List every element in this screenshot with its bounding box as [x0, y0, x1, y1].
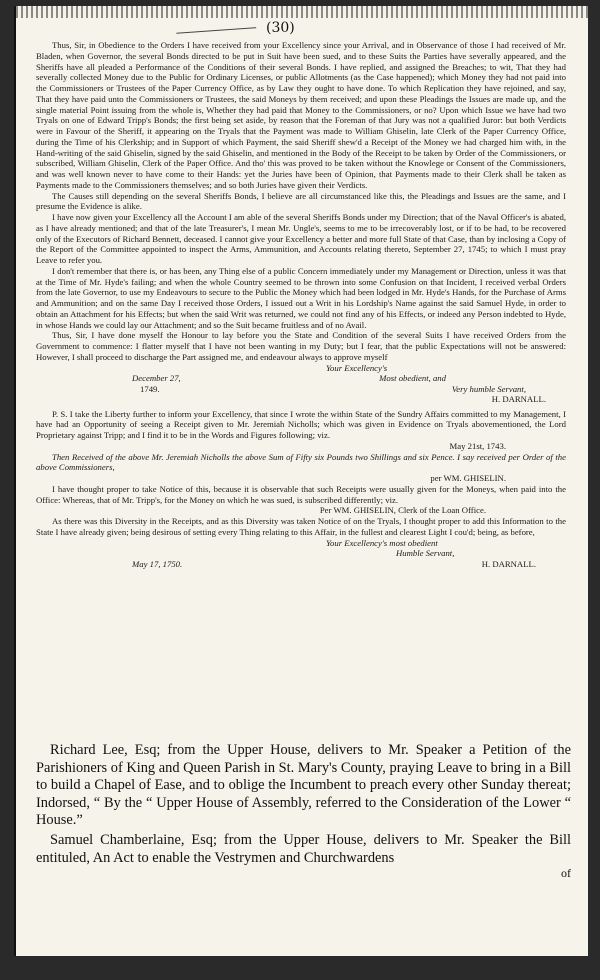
signature: H. DARNALL. [491, 394, 546, 404]
document-page [14, 6, 588, 956]
postscript-paragraph: As there was this Diversity in the Receipts, and as this Diversity was taken Notice of on the Tryals, I thought proper to add this Information to the State I have already given; being desirous of setting every Thing relating to this Affair, in the fullest and clearest Light I cou'd; being, as before, [36, 516, 566, 537]
receipt-signer: per WM. GHISELIN. [430, 473, 506, 483]
paragraph-3: I have now given your Excellency all the Account I am able of the several Sheriffs Bonds under my Direction; that of the Naval Officer's is abated, as I have already mentioned; and that of the late Treasurer's, I mean Mr. Ungle's, seems to me to be irrecoverably lost, or if to be had, to be recovered only of the Executors of Richard Bennett, deceased. I cannot give your Excellency a better and more full State of that Case, than by inclosing a Copy of the Report of the Committee appointed to inspect the Arms, Ammunition, and Accounts relating thereto, September 27, 1745; to which I must pray Leave to refer you. [36, 212, 566, 265]
page-number: ( 30 ) [266, 20, 295, 36]
proceedings-section [36, 742, 571, 879]
closing-date: December 27, [132, 373, 181, 383]
postscript-paragraph: P. S. I take the Liberty further to inform your Excellency, that since I wrote the within State of the Sundry Affairs committed to my Management, I have had an Opportunity of seeing a Receipt given to Mr. Jeremiah Nicholls; which was given in Evidence on Tryals abovementioned, the Lord Proprietary against Tripp; and I find it to be in the Words and Figures following; viz. [36, 408, 566, 440]
letter-body [36, 40, 566, 569]
paragraph-2: The Causes still depending on the several Sheriffs Bonds, I believe are all circumstanced like this, the Pleadings and Issues are the same, and I presume the Evidence is alike. [36, 190, 566, 212]
proceedings-paragraph: Samuel Chamberlaine, Esq; from the Upper House, delivers to Mr. Speaker the Bill entituled, An Act to enable the Vestrymen and Churchwardens [36, 831, 571, 866]
signature: H. DARNALL. [481, 558, 536, 569]
closing-year: 1749. [140, 383, 160, 394]
paragraph-4: I don't remember that there is, or has been, any Thing else of a public Concern immediately under my Management or Direction, unless it was that at the Time of Mr. Hyde's failing; and when the whole Country seemed to be thrown into some Confusion on that Incident, I received verbal Orders from the late Governor, to use my Endeavours to secure to the Public the Money which had been lodged in Mr. Hyde's Hands, for the Purchase of Arms and Ammunition; and on the same Day I received those Orders, I issued out a Writ in his Lordship's Name against the said Samuel Hyde, in order to obtain an Attachment for his Effects; but when the said Writ was returned, we could not find any of his Effects, or indeed any Person indebted to Hyde, in whose Hands we could lay our Attachment; and so the Suit became fruitless and of no Avail. [36, 265, 566, 330]
receipt-text: Then Received of the above Mr. Jeremiah Nicholls the above Sum of Fifty six Pounds two Shillings and six Pence. I say received per Order of the above Commissioners, [36, 451, 566, 473]
closing-date: May 17, 1750. [132, 558, 183, 569]
closing-block-2 [36, 538, 566, 570]
postscript-paragraph: I have thought proper to take Notice of this, because it is observable that such Receipts were usually given for the Moneys, when paid into the Office: Whereas, that of Mr. Tripp's, for the Money on which he was sued, is subscribed differently; viz. [36, 483, 566, 505]
receipt-signer: Per WM. GHISELIN, Clerk of the Loan Office. [319, 505, 486, 516]
catchword: of [561, 866, 571, 881]
closing-line: Your Excellency's most obedient [326, 537, 438, 548]
closing-line: Most obedient, and [379, 373, 446, 383]
receipt-date: May 21st, 1743. [449, 440, 506, 451]
closing-block-1 [36, 363, 566, 405]
proceedings-paragraph: Richard Lee, Esq; from the Upper House, delivers to Mr. Speaker a Petition of the Parishioners of King and Queen Parish in St. Mary's County, praying Leave to bring in a Bill to build a Chapel of Ease, and to oblige the Incumbent to preach every other Sunday thereat; Indorsed, “ By the “ Upper House of Assembly, referred to the Consideration of the Lower “ House.” [36, 742, 571, 829]
handwritten-scrawl [176, 19, 256, 34]
closing-line: Very humble Servant, [451, 383, 526, 394]
torn-top-edge [16, 6, 588, 18]
paragraph-5: Thus, Sir, I have done myself the Honour to lay before you the State and Condition of the several Suits I have received Orders from the Government to commence: I flatter myself that I have not been wanting in my Duty; but I fear, that the public Expectations will not be answered: However, I shall proceed to discharge the Part assigned me, and endeavour always to approve myself [36, 330, 566, 362]
closing-line: Your Excellency's [326, 362, 388, 373]
closing-line: Humble Servant, [396, 548, 455, 558]
paragraph-1: Thus, Sir, in Obedience to the Orders I have received from your Excellency since your Arrival, and in Observance of those I had received of Mr. Bladen, when Governor, the several Bonds directed to be put in Suit have been sued, and to these Suits the Parties have severally appeared, and the Sheriffs have all pleaded a Performance of the Conditions of their several Bonds. I have replied, and assigned the Breaches; to wit, That they had severally collected Money due to the Public for Ordinary Licenses, or public Allotments (as the Case happened); which Money they had not paid into the Commissioners or Trustees of the Paper Currency Office, as by Law they ought to have done. To which Replication they have rejoined, and say, That they have paid unto the Commissioners or Trustees, the said Moneys by them received; and upon these Pleadings the Issues are made up, and the single material Point issuing from the whole is, Whether they had paid that Money to the Commissioners, or no? Upon which Issue we have had two Tryals on one of Edward Tripp's Bonds; the first being set aside, by reason that the Foreman of that Jury was not a qualified Juror: but both Verdicts were in Favour of the Sheriff, it appearing on the Tryals that the Payment was made to William Ghiselin, late Clerk of the Paper Currency Office, during the Time of his Clerkship; and in Support of which Payment, the said Sheriff shew'd a Receipt of the Money we had charged him with, in the Hand-writing of the said Ghiselin, signed by the said Ghiselin, and mentioned in the Body of the Receipt to be taken by Order of the Commissioners, or subscribed, William Ghiselin, Clerk of the Paper Office. And tho' this was proved to be taken without the Knowlege or Consent of the Commissioners, and was well known never to have come to their Hands: yet the Juries have been of Opinion, that Payments made to their Clerk shall be taken as Payments made to the Commissioners themselves; and so both Juries have given their Verdicts. [36, 40, 566, 190]
